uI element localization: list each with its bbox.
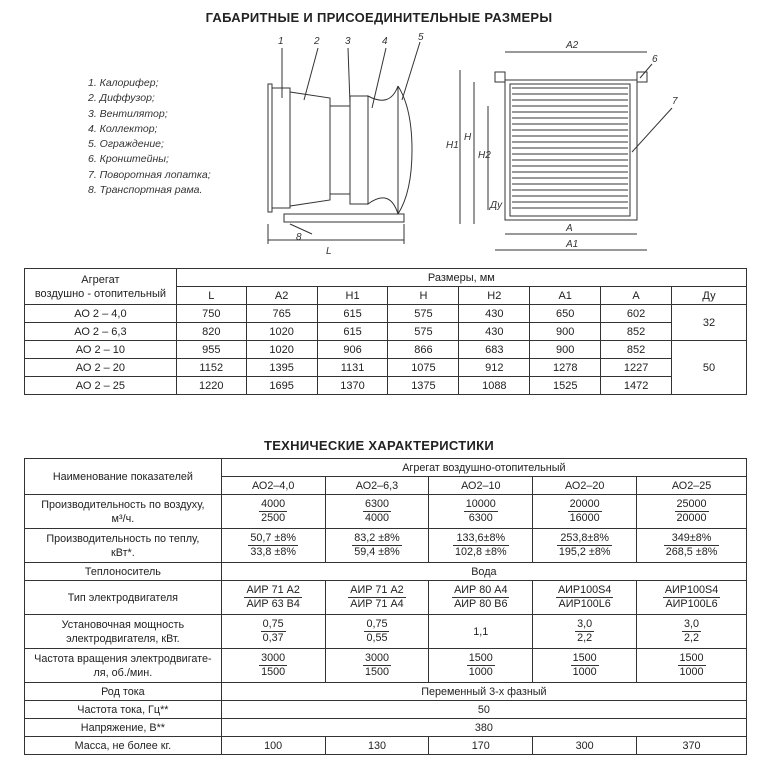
legend-item: 8. Транспортная рама. <box>88 184 203 197</box>
legend-item: 1. Калорифер; <box>88 77 159 89</box>
header-aggregate: Агрегат воздушно - отопительный <box>25 269 177 305</box>
model-col: АО2–6,3 <box>325 477 429 495</box>
legend-item: 4. Коллектор; <box>88 122 158 135</box>
table-row: АО 2 – 6,3 820 1020 615 575 430 900 852 <box>25 323 747 341</box>
col-H2: H2 <box>459 287 530 305</box>
callout-4: 4 <box>382 36 388 47</box>
row-carrier: Теплоноситель Вода <box>25 563 747 581</box>
row-power: Установочная мощность электродвигателя, кВт. $\frac{0,75}{0,37}$ $\frac{0,75}{0,55}$ 1,1 $\frac{3,0}{2,2}$ $\frac{3,0}{2,2}$ <box>25 615 747 649</box>
model-col: АО2–4,0 <box>221 477 325 495</box>
legend-item: 2. Диффузор; <box>88 92 155 105</box>
model-col: АО2–20 <box>533 477 637 495</box>
col-A: A <box>601 287 672 305</box>
callout-2: 2 <box>314 36 320 47</box>
tech-title: ТЕХНИЧЕСКИЕ ХАРАКТЕРИСТИКИ <box>263 438 495 453</box>
callout-5: 5 <box>418 32 424 43</box>
callout-1: 1 <box>278 36 284 47</box>
table-row: АО 2 – 25 1220 1695 1370 1375 1088 1525 1472 <box>25 377 747 395</box>
dim-H: H <box>464 132 472 143</box>
fan-housing <box>330 106 350 194</box>
table-row: АО 2 – 4,0 750 765 615 575 430 650 602 32 <box>25 305 747 323</box>
callout-8: 8 <box>296 232 302 243</box>
dim-H1: H1 <box>446 140 459 151</box>
callout-6: 6 <box>652 54 658 65</box>
diffuser <box>290 92 330 206</box>
col-H: H <box>388 287 459 305</box>
row-mass: Масса, не более кг. 100 130 170 300 370 <box>25 737 747 755</box>
tech-table <box>24 458 747 755</box>
row-voltage: Напряжение, В** 380 <box>25 719 747 737</box>
du-50: 50 <box>672 341 747 395</box>
model-col: АО2–25 <box>637 477 747 495</box>
dim-A2: A2 <box>566 40 579 51</box>
dim-H2: H2 <box>478 150 491 161</box>
fan <box>350 96 368 204</box>
dimensions-table <box>24 268 747 395</box>
row-motor: Тип электродвигателя $\frac{\text{АИР 71 А2}}{\text{АИР 63 В4}}$ $\frac{\text{АИР 71 А2}}{\text{АИР 71 А4}}$ $\frac{\text{АИР 80 А4}}{\text{АИР 80 В6}}$ $\frac{\text{АИР100S4}}{\text{АИР100L6}}$ $\frac{\text{АИР100S4}}{\text{АИР100L6}}$ <box>25 581 747 615</box>
header-group: Агрегат воздушно-отопительный <box>221 459 746 477</box>
model-col: АО2–10 <box>429 477 533 495</box>
header-name: Наименование показателей <box>25 459 222 495</box>
dim-A1: A1 <box>566 239 579 250</box>
legend-item: 7. Поворотная лопатка; <box>88 168 211 181</box>
header-sizes: Размеры, мм <box>176 269 746 287</box>
transport-frame <box>284 214 404 222</box>
heater-body <box>272 88 290 208</box>
table-row: АО 2 – 20 1152 1395 1131 1075 912 1278 1227 <box>25 359 747 377</box>
callout-3: 3 <box>345 36 351 47</box>
col-A2: A2 <box>246 287 317 305</box>
dimensions-title: ГАБАРИТНЫЕ И ПРИСОЕДИНИТЕЛЬНЫЕ РАЗМЕРЫ <box>205 10 553 25</box>
legend-item: 6. Кронштейны; <box>88 153 169 166</box>
row-frequency: Частота тока, Гц** 50 <box>25 701 747 719</box>
front-frame <box>505 80 637 220</box>
row-speed: Частота вращения электродвигате- ля, об./мин. $\frac{3000}{1500}$ $\frac{3000}{1500}$ $\frac{1500}{1000}$ $\frac{1500}{1000}$ $\frac{1500}{1000}$ <box>25 649 747 683</box>
du-32: 32 <box>672 305 747 341</box>
legend-item: 3. Вентилятор; <box>88 107 168 120</box>
col-Du: Ду <box>672 287 747 305</box>
table-row: АО 2 – 10 955 1020 906 866 683 900 852 50 <box>25 341 747 359</box>
dim-L: L <box>326 246 332 257</box>
dim-A: A <box>566 223 573 234</box>
row-air: Производительность по воздуху, м³/ч. $\frac{4000}{2500}$ $\frac{6300}{4000}$ $\frac{10000}{6300}$ $\frac{20000}{16000}$ $\frac{25000}{20000}$ <box>25 495 747 529</box>
callout-7: 7 <box>672 96 678 107</box>
row-current: Род тока Переменный 3-х фазный <box>25 683 747 701</box>
col-H1: H1 <box>317 287 388 305</box>
legend-item: 5. Ограждение; <box>88 138 164 151</box>
parts-legend <box>88 76 211 198</box>
col-A1: A1 <box>530 287 601 305</box>
col-L: L <box>176 287 246 305</box>
row-heat: Производительность по теплу, кВт*. $\frac{50,7 \pm 8\%}{33,8 \pm 8\%}$ $\frac{83,2 \pm 8\%}{59,4 \pm 8\%}$ $\frac{133,6\pm 8\%}{102,8 \pm 8\%}$ $\frac{253,8\pm 8\%}{195,2 \pm 8\%}$ $\frac{349\pm 8\%}{268,5 \pm 8\%}$ <box>25 529 747 563</box>
dim-Du: Ду <box>490 200 503 211</box>
